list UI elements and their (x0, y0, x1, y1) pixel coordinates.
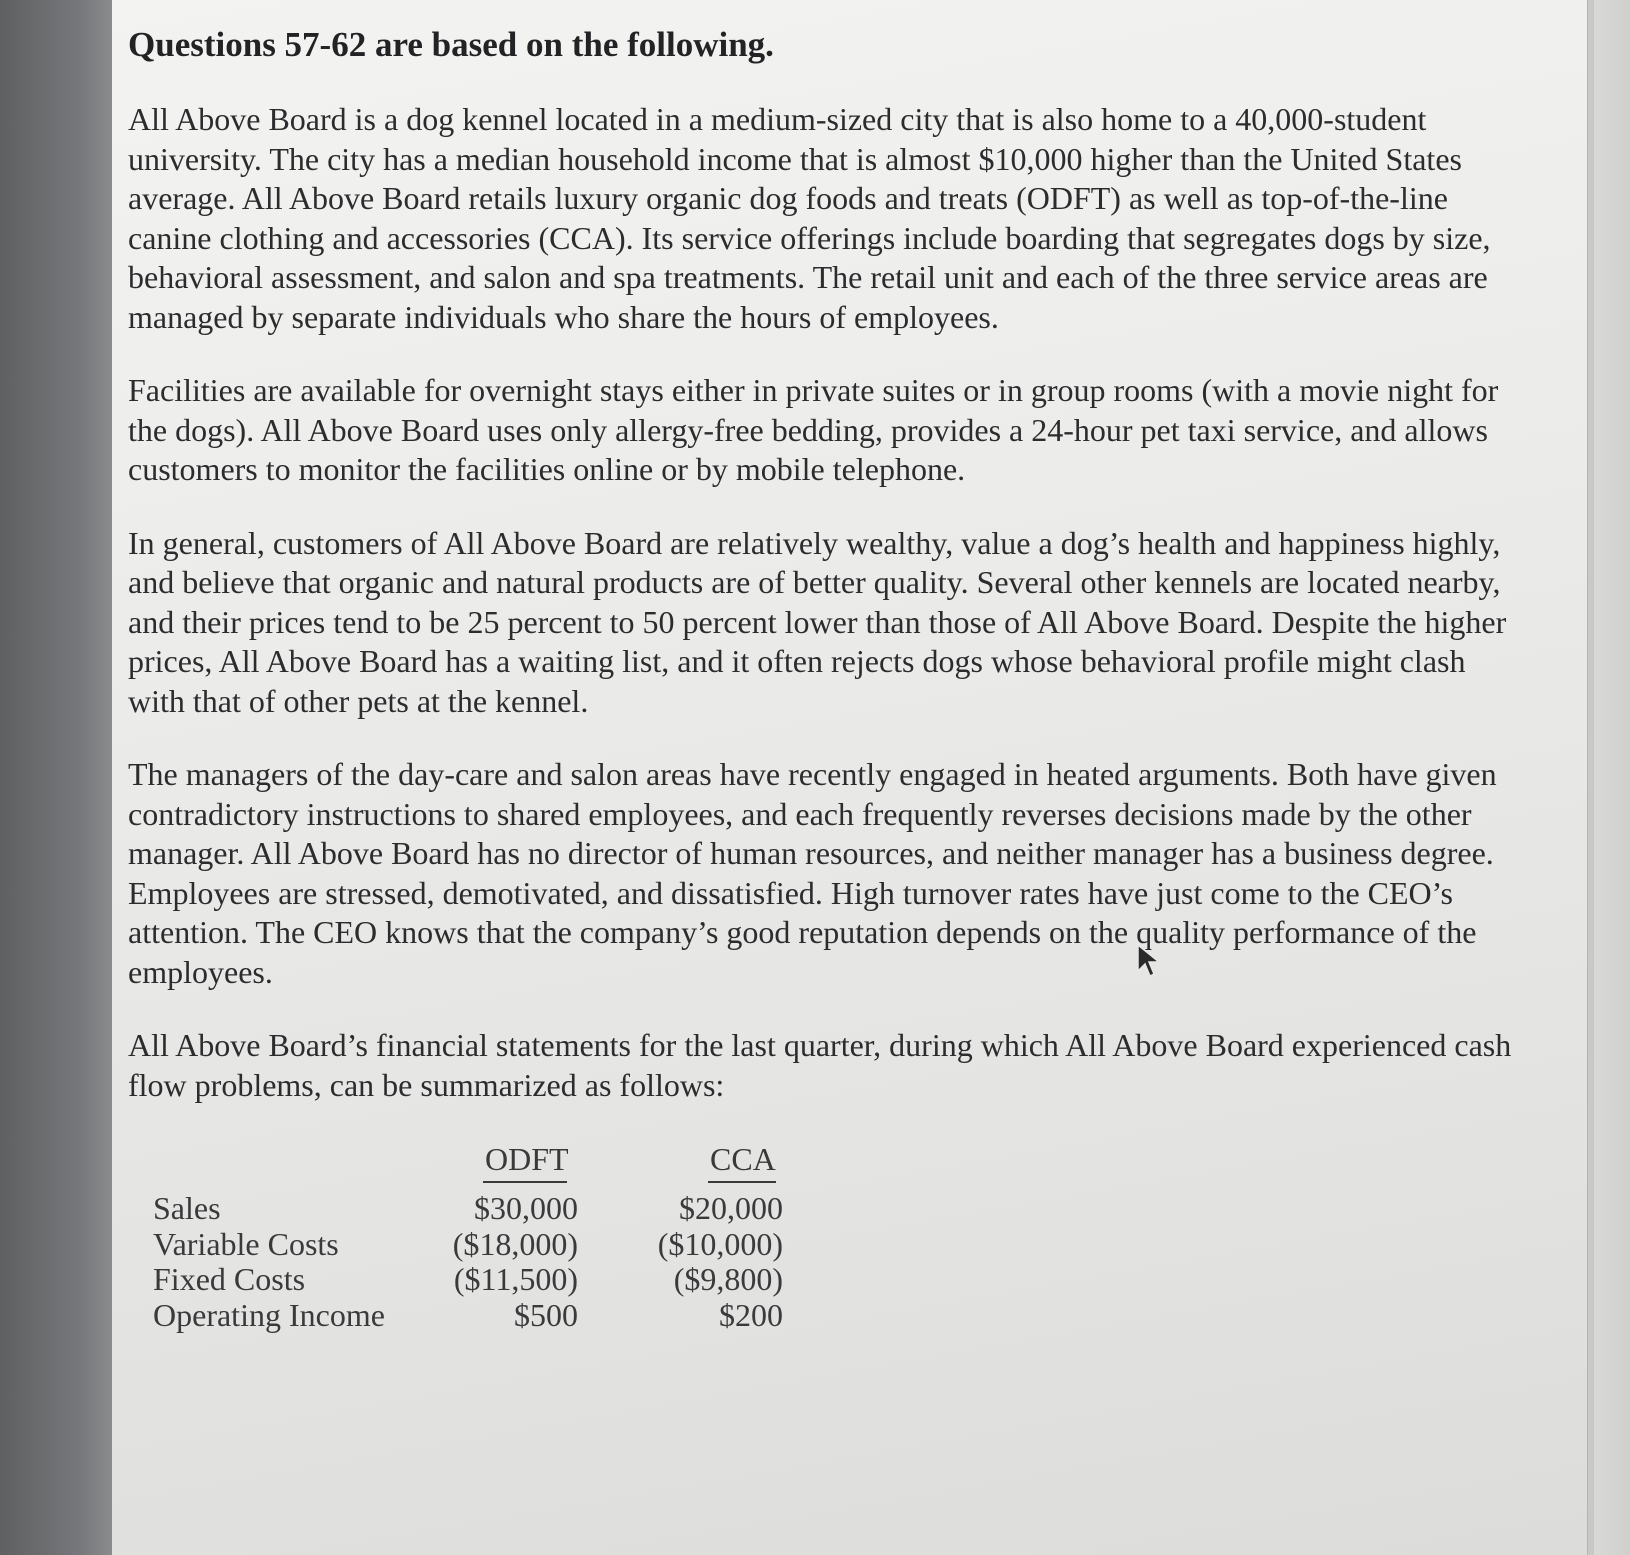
cca-variable-costs-cell: ($10,000) (657, 1225, 783, 1262)
odft-fixed-costs-cell: ($11,500) (453, 1261, 578, 1297)
scrollbar[interactable] (1587, 0, 1594, 1555)
paragraph-financial-intro: All Above Board’s financial statements for the last quarter, during which All Above Board experienced cash flow problems, can be summarized as follows: (128, 1027, 1512, 1103)
odft-sales-cell: $30,000 (474, 1190, 578, 1226)
document-content (128, 22, 1528, 1369)
cca-values (623, 1191, 783, 1333)
odft-variable-costs-cell: ($18,000) (452, 1225, 578, 1262)
column-header-cca: CCA (708, 1139, 776, 1183)
mouse-pointer-icon (1136, 943, 1164, 979)
row-label-sales: Sales (153, 1190, 221, 1226)
row-labels (153, 1191, 385, 1333)
odft-values (418, 1191, 578, 1333)
paragraph-customers: In general, customers of All Above Board are relatively wealthy, value a dog’s health and happiness highly, and believe that organic and natural products are of better quality. Several other kennels are located nearby, and their prices tend to be 25 percent to 50 percent lower than those of All Above Board. Despite the higher prices, All Above Board has a waiting list, and it often rejects dogs whose behavioral profile might clash with that of other pets at the kennel. (128, 524, 1507, 719)
paragraph-managers: The managers of the day-care and salon areas have recently engaged in heated arguments. Both have given contradictory instructions to shared employees, and each frequently reverses decisions made by the other manager. All Above Board has no director of human resources, and neither manager has a business degree. Employees are stressed, demotivated, and dissatisfied. High turnover rates have just come to the CEO’s attention. The CEO knows that the company’s good reputation depends on the quality performance of the employees. (128, 756, 1497, 990)
row-label-variable-costs: Variable Costs (153, 1225, 339, 1262)
cca-fixed-costs-cell: ($9,800) (673, 1261, 783, 1297)
financial-statement-table (128, 1139, 1528, 1369)
paragraph-facilities: Facilities are available for overnight stays either in private suites or in group rooms (with a movie night for the dogs). All Above Board uses only allergy-free bedding, provides a 24-hour pet taxi service, and allows customers to monitor the facilities online or by mobile telephone. (128, 372, 1499, 487)
right-margin (1594, 0, 1630, 1555)
odft-operating-income-cell: $500 (514, 1296, 578, 1333)
column-header-odft: ODFT (483, 1139, 567, 1183)
monitor-bezel (0, 0, 112, 1555)
cca-operating-income-cell: $200 (719, 1296, 783, 1333)
question-set-heading: Questions 57-62 are based on the following. (128, 25, 774, 64)
paragraph-company-overview: All Above Board is a dog kennel located in a medium-sized city that is also home to a 40,000-student university. The city has a median household income that is almost $10,000 higher than the United States average. All Above Board retails luxury organic dog foods and treats (ODFT) as well as top-of-the-line canine clothing and accessories (CCA). Its service offerings include boarding that segregates dogs by size, behavioral assessment, and salon and spa treatments. The retail unit and each of the three service areas are managed by separate individuals who share the hours of employees. (128, 101, 1491, 335)
row-label-operating-income: Operating Income (153, 1296, 385, 1333)
cca-sales-cell: $20,000 (679, 1190, 783, 1226)
row-label-fixed-costs: Fixed Costs (153, 1261, 306, 1297)
